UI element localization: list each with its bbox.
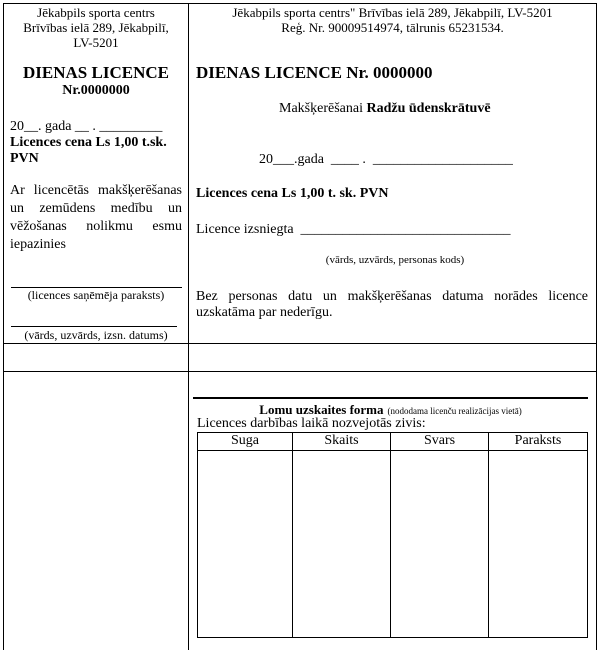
stub-price-line1: Licences cena Ls 1,00 t.sk.	[10, 135, 167, 150]
stub-org-line3: LV-5201	[73, 35, 119, 50]
main-validity-l1: Bez personas datu un makšķerēšanas datuma norādes licence	[196, 289, 588, 304]
stub-price-line2: PVN	[10, 151, 39, 166]
row-divider-1	[3, 343, 597, 344]
column-divider	[188, 3, 189, 650]
catch-col-header: Paraksts	[514, 433, 562, 448]
stub-rules-l2: un zemūdens medību un	[10, 201, 182, 216]
main-validity-l2: uzskatāma par nederīgu.	[196, 305, 333, 320]
stub-org-line2: Brīvības ielā 289, Jēkabpilī,	[23, 20, 169, 35]
main-date-line: 20___.gada ____ . ____________________	[259, 152, 513, 167]
border-left	[3, 3, 4, 650]
catch-col-header: Svars	[423, 433, 456, 448]
stub-rules-l1: Ar licencētās makšķerēšanas	[10, 183, 182, 198]
stub-name-label: (vārds, uzvārds, izsn. datums)	[24, 328, 168, 342]
main-purpose	[279, 101, 491, 117]
catch-form-subtitle: Licences darbības laikā nozvejotās zivis:	[197, 416, 426, 431]
catch-cell-suga[interactable]	[198, 451, 292, 637]
main-purpose-place: Radžu ūdenskrātuvē	[366, 101, 491, 116]
catch-col-header: Skaits	[324, 433, 359, 448]
stub-number: Nr.0000000	[62, 83, 130, 98]
catch-form-title: Lomu uzskaites forma	[259, 402, 384, 417]
main-issued-to: Licence izsniegta ______________________________	[196, 222, 511, 237]
row-divider-2	[3, 371, 597, 372]
main-org-line1: Jēkabpils sporta centrs" Brīvības ielā 289, Jēkabpilī, LV-5201	[232, 5, 553, 20]
catch-cell-svars[interactable]	[391, 451, 488, 637]
stub-date-line: 20__. gada __ . _________	[10, 119, 163, 134]
catch-form-top-line	[193, 397, 588, 399]
catch-col-header: Suga	[231, 433, 259, 448]
main-org-line2: Reģ. Nr. 90009514974, tālrunis 65231534.	[281, 20, 504, 35]
main-purpose-prefix: Makšķerēšanai	[279, 101, 363, 116]
catch-table-bottom	[197, 637, 588, 638]
border-top	[3, 3, 597, 4]
stub-rules-l4: iepazinies	[10, 237, 66, 252]
catch-cell-paraksts[interactable]	[489, 451, 587, 637]
stub-signature-label: (licences saņēmēja paraksts)	[27, 288, 165, 302]
border-right	[596, 3, 597, 650]
stub-title: DIENAS LICENCE	[23, 63, 169, 82]
main-price: Licences cena Ls 1,00 t. sk. PVN	[196, 186, 389, 201]
catch-cell-skaits[interactable]	[293, 451, 390, 637]
stub-org-line1: Jēkabpils sporta centrs	[37, 5, 155, 20]
catch-form-title-note: (nododama licenču realizācijas vietā)	[387, 406, 522, 416]
catch-table-right	[587, 432, 588, 638]
stub-name-line	[11, 326, 177, 327]
stub-rules-l3: vēžošanas nolikmu esmu	[10, 219, 182, 234]
main-title: DIENAS LICENCE Nr. 0000000	[196, 63, 433, 82]
main-issued-to-hint: (vārds, uzvārds, personas kods)	[325, 254, 465, 266]
